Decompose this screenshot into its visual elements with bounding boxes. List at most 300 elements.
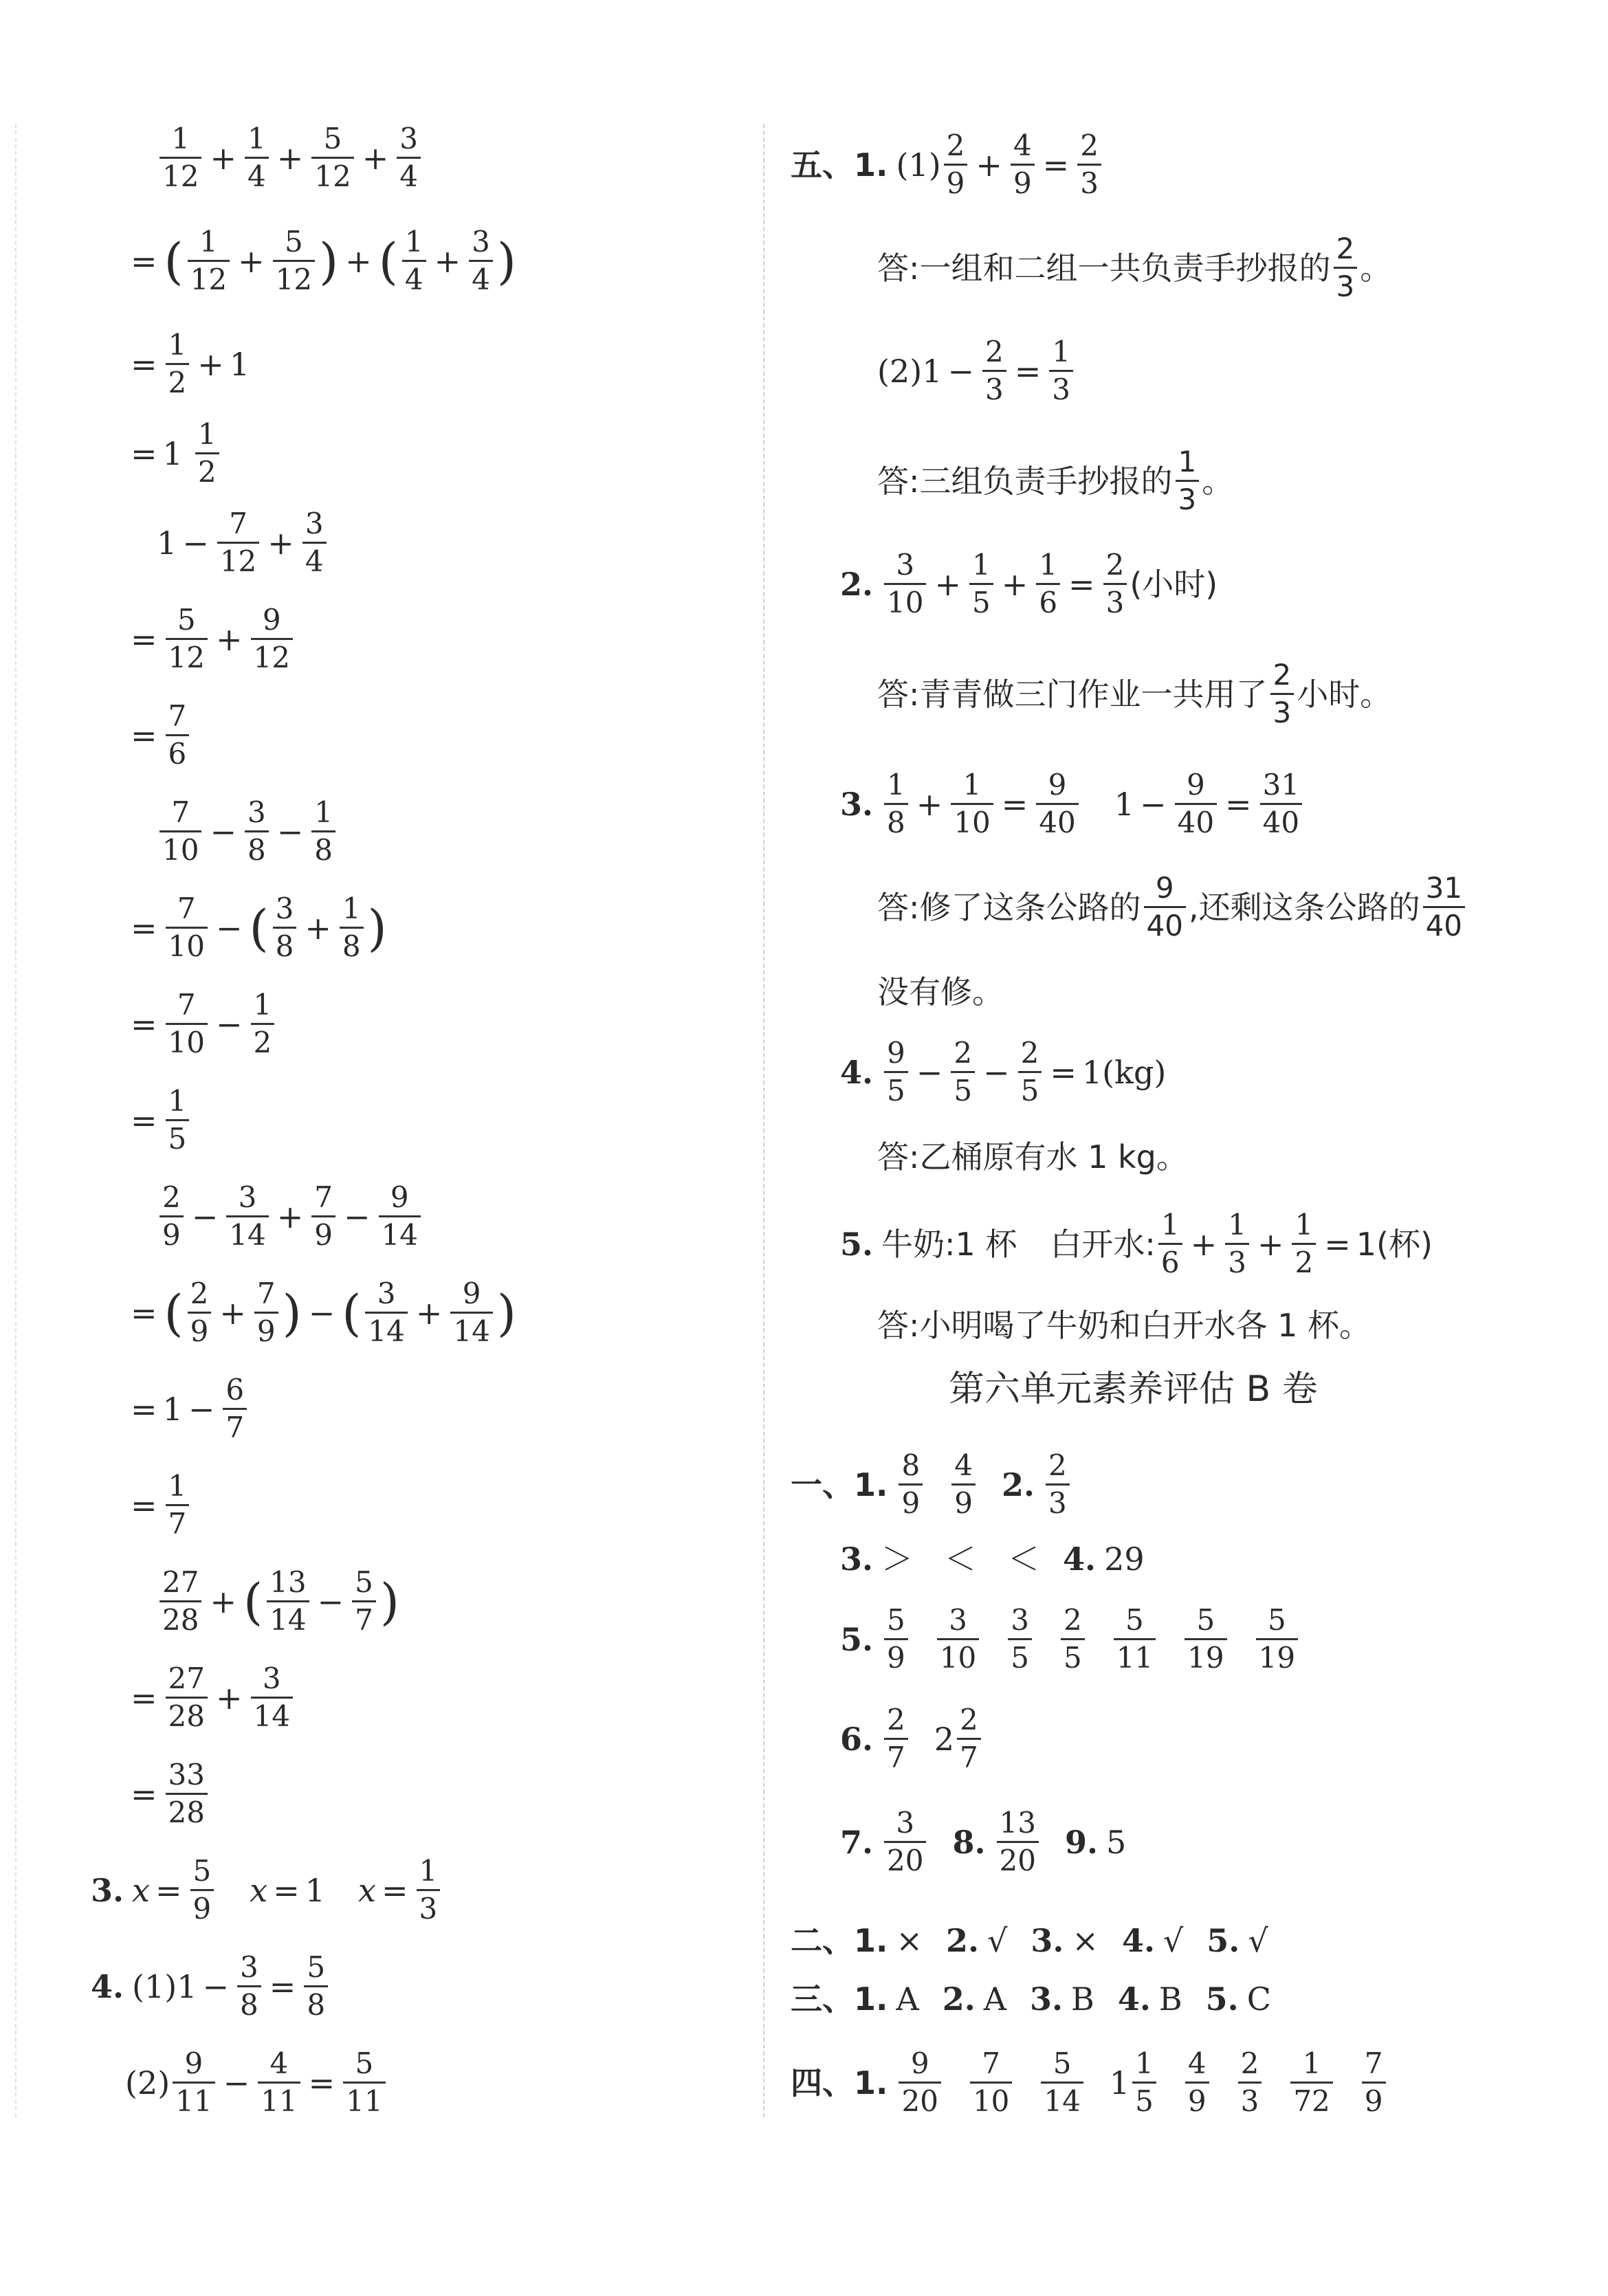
denominator: 9: [951, 1483, 976, 1519]
numerator: 6: [225, 1373, 245, 1406]
denominator: 14: [365, 1312, 407, 1347]
denominator: 9: [188, 1312, 212, 1347]
answer-5-1-part2: [877, 447, 1233, 515]
operator: −: [202, 1967, 230, 2005]
numerator: 27: [162, 1565, 199, 1599]
numerator: 9: [462, 1277, 481, 1310]
denominator: 12: [251, 638, 293, 673]
question-label: 3.: [1029, 1980, 1064, 2018]
numerator: 3: [377, 1277, 396, 1310]
numerator: 9: [1155, 871, 1174, 905]
numerator: 2: [946, 129, 965, 162]
denominator: 7: [884, 1738, 908, 1773]
fraction: [884, 1605, 908, 1673]
section-5-q5: [840, 1210, 1433, 1278]
numerator: 5: [355, 2046, 374, 2080]
fraction: [159, 795, 201, 868]
text: 小时。: [1297, 675, 1392, 713]
fraction: [217, 509, 259, 577]
operator: ): [282, 1283, 302, 1342]
numerator: 7: [177, 892, 196, 925]
denominator: 7: [223, 1408, 247, 1443]
fraction: [944, 131, 968, 199]
section-5-q4: [840, 1038, 1166, 1106]
numerator: 3: [399, 122, 419, 155]
text: 牛奶:1 杯: [881, 1225, 1017, 1263]
numerator: 7: [256, 1277, 276, 1310]
operator: =: [131, 345, 157, 383]
numerator: 5: [307, 1950, 326, 1984]
fraction: [1185, 2046, 1209, 2119]
fraction: [223, 1375, 247, 1443]
fraction: [1046, 1450, 1070, 1519]
denominator: 14: [450, 1312, 492, 1347]
question-label: 5.: [1207, 1922, 1240, 1959]
fraction: [1103, 550, 1127, 618]
denominator: 2: [1292, 1243, 1316, 1278]
operator: =: [131, 1005, 157, 1043]
denominator: 19: [1185, 1638, 1226, 1673]
numerator: 2: [1240, 2046, 1259, 2080]
numerator: 5: [192, 1854, 212, 1888]
question-label: 五、1.: [791, 146, 888, 184]
text: √: [1248, 1922, 1268, 1959]
part-2-judgement: [791, 1922, 1268, 1959]
fraction: [343, 2046, 385, 2119]
expr-p1-line1: [157, 124, 423, 192]
fraction: [957, 1705, 981, 1773]
denominator: 20: [884, 1841, 926, 1876]
fraction: [402, 227, 426, 295]
question-3: [91, 1856, 443, 1924]
numerator: 1: [887, 768, 905, 802]
answer-5-1-part1: [877, 234, 1391, 302]
numerator: 9: [262, 603, 281, 637]
fraction: [1008, 1605, 1032, 1673]
fraction: [951, 1038, 975, 1106]
fraction: [1334, 234, 1358, 302]
fraction: [1260, 770, 1302, 838]
numerator: 5: [887, 1603, 905, 1637]
operator: (: [243, 1572, 263, 1631]
numerator: 2: [162, 1180, 181, 1214]
numerator: 1: [1160, 1208, 1180, 1241]
numerator: 2: [960, 1703, 978, 1736]
numerator: 1: [419, 1854, 438, 1888]
denominator: 12: [217, 542, 259, 577]
operator: +: [305, 909, 331, 947]
part-1-q6: [840, 1705, 984, 1773]
fraction: [1225, 1210, 1249, 1278]
expr-p1-line3: [125, 330, 250, 398]
text: 5: [1106, 1823, 1127, 1861]
fraction: [237, 1952, 261, 2020]
answer-5-4: [877, 1138, 1188, 1175]
fraction: [1292, 1210, 1316, 1278]
text: 1: [305, 1871, 326, 1909]
denominator: 12: [188, 260, 230, 295]
denominator: 3: [1238, 2082, 1262, 2117]
denominator: 9: [159, 1215, 184, 1250]
denominator: 28: [166, 1793, 208, 1828]
fraction: [311, 1182, 335, 1250]
operator: =: [1042, 146, 1070, 184]
denominator: 11: [1114, 1638, 1156, 1673]
denominator: 5: [166, 1119, 190, 1154]
question-label: 2.: [942, 1980, 976, 2018]
numerator: 9: [1048, 768, 1067, 802]
numerator: 9: [887, 1036, 905, 1070]
operator: ): [319, 232, 339, 290]
denominator: 12: [311, 157, 353, 192]
text: (2): [125, 2064, 170, 2101]
expr-p5-line3: [125, 1760, 210, 1828]
operator: ): [379, 1572, 399, 1631]
numerator: 3: [240, 1950, 258, 1984]
operator: +: [276, 1197, 304, 1235]
question-label: 6.: [840, 1720, 874, 1758]
question-label: 二、1.: [791, 1922, 888, 1959]
text: B: [1071, 1980, 1094, 2018]
text: (2): [877, 352, 923, 390]
fraction: [273, 894, 297, 962]
expr-p4-line2: [125, 1279, 518, 1347]
fraction: [379, 1182, 421, 1250]
operator: =: [155, 1871, 182, 1909]
fraction: [166, 894, 208, 962]
numerator: 1: [1135, 2046, 1154, 2080]
fraction: [450, 1279, 492, 1347]
operator: =: [131, 909, 157, 947]
denominator: 5: [1018, 1071, 1042, 1106]
question-label: 9.: [1064, 1823, 1098, 1861]
column-divider: [763, 124, 764, 2117]
text: 答:三组负责手抄报的: [877, 462, 1173, 500]
operator: +: [238, 242, 265, 280]
left-edge-guide: [15, 124, 16, 2117]
numerator: 1: [1302, 2046, 1321, 2080]
numerator: 1: [168, 328, 187, 362]
denominator: 2: [251, 1023, 275, 1058]
expr-p1-line4: [125, 419, 222, 487]
denominator: 10: [937, 1638, 979, 1673]
expr-p5-line1: [157, 1567, 401, 1635]
fraction: [1256, 1605, 1298, 1673]
question-label: 一、1.: [791, 1466, 888, 1503]
answer-5-3: [877, 873, 1468, 941]
fraction: [159, 124, 201, 192]
fraction: [245, 795, 269, 868]
operator: (: [342, 1283, 362, 1342]
fraction: [884, 770, 908, 838]
fraction: [1144, 873, 1186, 941]
question-4-part-1: [91, 1952, 331, 2020]
fraction: [469, 227, 493, 295]
numerator: 5: [355, 1565, 373, 1599]
numerator: 1: [253, 988, 272, 1022]
expr-p4-line4: [125, 1471, 192, 1539]
operator: −: [308, 1294, 335, 1332]
fraction: [188, 1279, 212, 1347]
fraction: [365, 1279, 407, 1347]
operator: ): [496, 1283, 516, 1342]
numerator: 1: [1039, 548, 1058, 582]
section-5-q2: [840, 550, 1218, 618]
numerator: 2: [887, 1703, 905, 1736]
text: 1: [1114, 785, 1135, 823]
text: B: [1158, 1980, 1182, 2018]
text: (小时): [1130, 565, 1218, 603]
denominator: 7: [957, 1738, 981, 1773]
numerator: 31: [1425, 871, 1463, 905]
fraction: [195, 419, 219, 487]
expr-p4-line1: [157, 1182, 423, 1250]
numerator: 31: [1262, 768, 1300, 802]
fraction: [304, 1952, 328, 2020]
text: 第六单元素养评估 B 卷: [949, 1369, 1318, 1410]
fraction: [159, 1182, 184, 1250]
operator: +: [1257, 1225, 1284, 1263]
operator: =: [131, 1294, 157, 1332]
operator: −: [191, 1197, 219, 1235]
question-label: 4.: [1121, 1922, 1155, 1959]
operator: =: [1324, 1225, 1351, 1263]
numerator: 1: [1052, 335, 1071, 368]
text: 答:修了这条公路的: [877, 888, 1141, 926]
question-label: 2.: [946, 1922, 980, 1959]
text: 白开水:: [1050, 1225, 1156, 1263]
fraction: [1362, 2046, 1386, 2119]
denominator: 40: [1175, 803, 1217, 838]
denominator: 3: [1049, 370, 1073, 405]
text: 。: [1360, 249, 1392, 287]
denominator: 28: [159, 1600, 201, 1635]
fraction: [166, 605, 208, 673]
denominator: 3: [1176, 480, 1200, 515]
denominator: 3: [1334, 267, 1358, 302]
text: 答:青青做三门作业一共用了: [877, 675, 1268, 713]
fraction: [173, 2046, 214, 2119]
denominator: 4: [302, 542, 327, 577]
numerator: 7: [168, 699, 187, 733]
fraction: [1077, 131, 1101, 199]
denominator: 9: [899, 1483, 923, 1519]
operator: −: [947, 352, 974, 390]
text: 1(kg): [1081, 1053, 1167, 1091]
fraction: [951, 1450, 976, 1519]
numerator: 1: [168, 1084, 187, 1118]
fraction: [884, 1705, 908, 1773]
question-4-part-2: [125, 2046, 388, 2119]
operator: −: [916, 1053, 943, 1091]
operator: =: [1001, 785, 1028, 823]
denominator: 6: [1036, 583, 1060, 618]
numerator: 2: [190, 1277, 209, 1310]
denominator: 5: [969, 583, 993, 618]
fraction: [166, 330, 190, 398]
denominator: 5: [1061, 1638, 1085, 1673]
text: 。: [1202, 462, 1234, 500]
fraction: [245, 124, 269, 192]
denominator: 3: [982, 370, 1006, 405]
numerator: 9: [184, 2046, 203, 2080]
operator: +: [976, 146, 1002, 184]
fraction: [1041, 2046, 1083, 2119]
fraction: [1238, 2046, 1262, 2119]
operator: +: [219, 1294, 246, 1332]
operator: +: [916, 785, 943, 823]
operator: −: [223, 2064, 250, 2101]
part-1-q3-q4: [840, 1541, 1145, 1578]
fraction: [417, 1856, 441, 1924]
denominator: 3: [1225, 1243, 1249, 1278]
operator: =: [131, 716, 157, 754]
numerator: 1: [197, 417, 217, 451]
denominator: 14: [1041, 2082, 1083, 2117]
numerator: 2: [1273, 658, 1292, 692]
denominator: 4: [402, 260, 426, 295]
text: 1: [1109, 2064, 1130, 2101]
numerator: 1: [962, 768, 982, 802]
operator: =: [1014, 352, 1042, 390]
expr-p2-line2: [125, 605, 296, 673]
numerator: 5: [1267, 1603, 1286, 1637]
fraction: [188, 227, 230, 295]
operator: +: [216, 620, 243, 658]
text: ×: [896, 1922, 923, 1959]
fraction: [251, 1664, 293, 1732]
denominator: 72: [1290, 2082, 1332, 2117]
operator: +: [934, 565, 962, 603]
denominator: 8: [237, 1985, 261, 2020]
fraction: [302, 509, 327, 577]
operator: +: [210, 139, 236, 177]
denominator: 40: [1423, 906, 1465, 941]
fraction: [1175, 770, 1217, 838]
expr-p1-line2: [125, 227, 518, 295]
fraction: [166, 1471, 190, 1539]
operator: +: [267, 524, 294, 562]
numerator: 4: [954, 1448, 973, 1482]
operator: +: [197, 345, 224, 383]
operator: =: [131, 1775, 157, 1813]
denominator: 40: [1260, 803, 1302, 838]
operator: +: [434, 242, 461, 280]
part-1-q7-q9: [840, 1808, 1126, 1876]
denominator: 14: [251, 1697, 293, 1732]
denominator: 10: [951, 803, 993, 838]
numerator: 1: [972, 548, 991, 582]
question-label: 四、1.: [791, 2064, 888, 2101]
denominator: 4: [245, 157, 269, 192]
text: x: [358, 1871, 376, 1909]
denominator: 40: [1144, 906, 1186, 941]
fraction: [1049, 337, 1073, 405]
text: x: [132, 1871, 150, 1909]
numerator: 3: [472, 225, 490, 258]
numerator: 7: [177, 988, 196, 1022]
fraction: [1018, 1038, 1042, 1106]
numerator: 1: [1228, 1208, 1246, 1241]
denominator: 9: [254, 1312, 278, 1347]
numerator: 7: [1364, 2046, 1383, 2080]
numerator: 13: [269, 1565, 307, 1599]
operator: +: [1190, 1225, 1218, 1263]
numerator: 9: [390, 1180, 409, 1214]
fraction: [899, 1450, 923, 1519]
fraction: [397, 124, 421, 192]
denominator: 3: [1270, 693, 1295, 728]
denominator: 20: [997, 1841, 1039, 1876]
numerator: 1: [314, 795, 333, 829]
fraction: [258, 2046, 300, 2119]
fraction: [311, 124, 353, 192]
denominator: 7: [166, 1504, 190, 1539]
denominator: 3: [1046, 1483, 1070, 1519]
fraction: [254, 1279, 278, 1347]
numerator: 7: [314, 1180, 333, 1214]
numerator: 3: [949, 1603, 967, 1637]
operator: +: [216, 1679, 243, 1717]
part-1-q1-q2: [791, 1450, 1072, 1519]
fraction: [166, 990, 208, 1058]
fraction: [884, 550, 926, 618]
numerator: 3: [896, 1806, 915, 1840]
denominator: 10: [166, 927, 208, 962]
operator: (: [164, 232, 184, 290]
question-label: 4.: [840, 1053, 874, 1091]
fraction: [251, 990, 275, 1058]
expr-p4-line3: [125, 1375, 250, 1443]
operator: =: [131, 434, 157, 472]
answer-5-3-continued: [877, 973, 1004, 1011]
answer-5-2: [877, 660, 1391, 728]
denominator: 12: [166, 638, 208, 673]
numerator: 1: [199, 225, 218, 258]
expr-p3-line2: [125, 894, 388, 962]
numerator: 9: [1186, 768, 1205, 802]
answer-5-5: [877, 1307, 1372, 1344]
numerator: 5: [323, 122, 342, 155]
fraction: [1290, 2046, 1332, 2119]
operator: −: [344, 1197, 371, 1235]
denominator: 9: [944, 164, 968, 199]
operator: =: [382, 1871, 408, 1909]
fraction: [1423, 873, 1465, 941]
question-label: 4.: [1117, 1980, 1151, 2018]
section-5-q1-part2: [877, 337, 1076, 405]
numerator: 33: [168, 1758, 205, 1791]
question-label: 2.: [1001, 1466, 1035, 1503]
numerator: 1: [247, 122, 266, 155]
numerator: 1: [168, 1469, 187, 1503]
denominator: 9: [1011, 164, 1035, 199]
numerator: 1: [171, 122, 190, 155]
denominator: 9: [190, 1889, 214, 1924]
operator: ): [367, 898, 387, 957]
operator: +: [210, 1582, 236, 1620]
expr-p2-line3: [125, 701, 192, 769]
denominator: 19: [1256, 1638, 1298, 1673]
denominator: 40: [1036, 803, 1078, 838]
question-label: 3.: [91, 1871, 124, 1909]
numerator: 4: [1013, 129, 1032, 162]
numerator: 7: [982, 2046, 1001, 2080]
numerator: 2: [1020, 1036, 1039, 1070]
denominator: 9: [1185, 2082, 1209, 2117]
question-label: 5.: [840, 1620, 874, 1658]
numerator: 27: [168, 1662, 205, 1695]
